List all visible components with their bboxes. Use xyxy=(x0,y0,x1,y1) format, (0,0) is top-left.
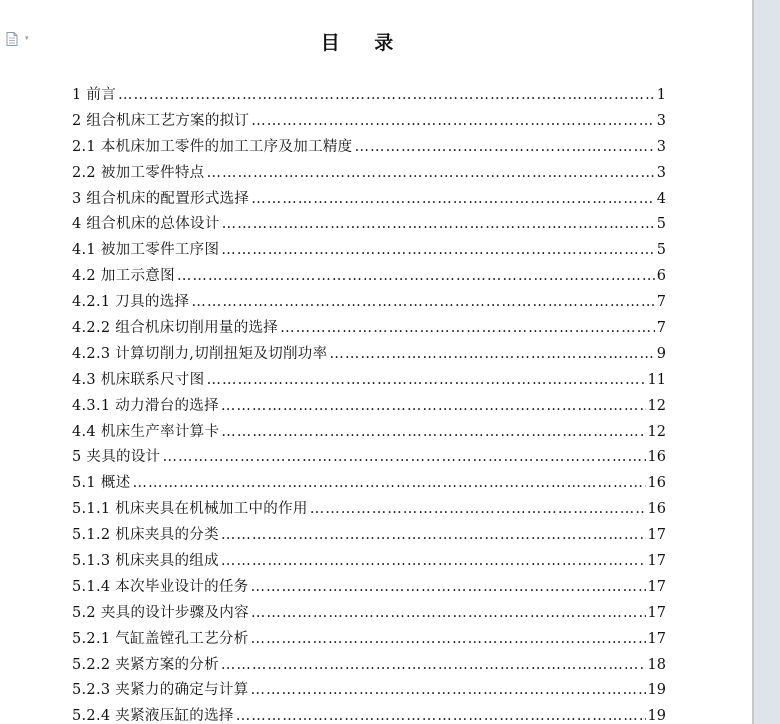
toc-entry-label: 5.1.3 机床夹具的组成 xyxy=(72,553,219,570)
toc-entry-page-number: 19 xyxy=(647,708,666,724)
toc-entry-page-number: 12 xyxy=(647,423,666,440)
toc-entry[interactable] xyxy=(72,109,666,135)
toc-entry-label: 5 夹具的设计 xyxy=(72,449,161,466)
toc-entry-page-number: 5 xyxy=(656,216,666,233)
toc-entry[interactable] xyxy=(72,83,666,109)
toc-dot-leader xyxy=(251,631,646,647)
toc-entry-label: 1 前言 xyxy=(72,87,117,103)
toc-entry[interactable] xyxy=(72,445,666,471)
toc-entry[interactable] xyxy=(72,212,666,238)
toc-entry[interactable] xyxy=(72,394,666,420)
toc-entry[interactable] xyxy=(72,653,666,679)
toc-entry[interactable] xyxy=(72,601,666,627)
toc-entry-label: 5.1.2 机床夹具的分类 xyxy=(72,527,219,544)
toc-dot-leader xyxy=(206,165,654,181)
toc-list xyxy=(72,83,666,724)
toc-entry-page-number: 9 xyxy=(656,345,666,362)
toc-dot-leader xyxy=(280,320,655,336)
toc-entry-label: 3 组合机床的配置形式选择 xyxy=(72,190,250,207)
toc-dot-leader xyxy=(221,398,646,414)
toc-dot-leader xyxy=(191,294,654,310)
toc-entry-label: 4.2.3 计算切削力,切削扭矩及切削功率 xyxy=(72,345,328,362)
toc-entry-page-number: 18 xyxy=(647,656,666,673)
toc-entry-page-number: 16 xyxy=(647,475,666,492)
toc-entry[interactable] xyxy=(72,471,666,497)
toc-dot-leader xyxy=(162,449,645,465)
toc-entry-page-number: 3 xyxy=(656,138,666,155)
toc-entry-page-number: 1 xyxy=(656,87,666,103)
toc-entry[interactable] xyxy=(72,342,666,368)
toc-entry-label: 4.1 被加工零件工序图 xyxy=(72,242,220,259)
toc-entry[interactable] xyxy=(72,678,666,704)
toc-dot-leader xyxy=(221,657,646,673)
toc-entry-label: 4.2.2 组合机床切削用量的选择 xyxy=(72,320,279,337)
toc-entry-label: 4 组合机床的总体设计 xyxy=(72,216,220,233)
chevron-down-icon[interactable]: ▾ xyxy=(25,34,29,42)
toc-entry[interactable] xyxy=(72,290,666,316)
toc-entry-page-number: 7 xyxy=(656,320,666,337)
toc-entry-label: 4.2.1 刀具的选择 xyxy=(72,294,190,311)
toc-entry-label: 5.2.3 夹紧力的确定与计算 xyxy=(72,682,249,699)
toc-dot-leader xyxy=(251,191,655,207)
toc-entry-page-number: 12 xyxy=(647,397,666,414)
toc-entry[interactable] xyxy=(72,420,666,446)
toc-entry-page-number: 17 xyxy=(647,527,666,544)
toc-entry-label: 5.1 概述 xyxy=(72,475,131,492)
toc-entry-label: 5.2.1 气缸盖镗孔工艺分析 xyxy=(72,630,249,647)
toc-dot-leader xyxy=(118,87,655,103)
toc-entry[interactable] xyxy=(72,316,666,342)
toc-dot-leader xyxy=(221,242,654,258)
toc-entry-page-number: 17 xyxy=(647,578,666,595)
toc-entry[interactable] xyxy=(72,627,666,653)
toc-entry-page-number: 17 xyxy=(647,553,666,570)
toc-dot-leader xyxy=(222,216,655,232)
toc-dot-leader xyxy=(132,475,645,491)
toc-entry[interactable] xyxy=(72,161,666,187)
toc-entry[interactable] xyxy=(72,264,666,290)
toc-entry-label: 2.2 被加工零件特点 xyxy=(72,164,205,181)
toc-entry-page-number: 17 xyxy=(647,630,666,647)
window-gutter xyxy=(754,0,780,724)
toc-entry[interactable] xyxy=(72,575,666,601)
toc-entry-page-number: 6 xyxy=(656,268,666,285)
toc-entry-label: 4.3 机床联系尺寸图 xyxy=(72,371,205,388)
toc-dot-leader xyxy=(251,113,655,129)
toc-entry[interactable] xyxy=(72,187,666,213)
toc-entry[interactable] xyxy=(72,368,666,394)
toc-dot-leader xyxy=(310,501,646,517)
toc-entry[interactable] xyxy=(72,523,666,549)
toc-entry-page-number: 3 xyxy=(656,112,666,129)
toc-entry[interactable] xyxy=(72,497,666,523)
toc-dot-leader xyxy=(251,579,646,595)
toc-entry-page-number: 16 xyxy=(647,449,666,466)
toc-entry-page-number: 11 xyxy=(647,371,666,388)
toc-dot-leader xyxy=(251,605,646,621)
toc-dot-leader xyxy=(251,682,646,698)
toc-dot-leader xyxy=(221,424,645,440)
toc-entry[interactable] xyxy=(72,135,666,161)
toc-entry-label: 5.2.2 夹紧方案的分析 xyxy=(72,656,219,673)
toc-entry-label: 5.2 夹具的设计步骤及内容 xyxy=(72,604,249,621)
toc-entry-page-number: 19 xyxy=(647,682,666,699)
toc-entry-label: 4.3.1 动力滑台的选择 xyxy=(72,397,219,414)
toc-entry-label: 5.1.4 本次毕业设计的任务 xyxy=(72,578,249,595)
toc-entry[interactable] xyxy=(72,549,666,575)
toc-dot-leader xyxy=(177,268,655,284)
toc-dot-leader xyxy=(354,139,654,155)
toc-dot-leader xyxy=(206,372,645,388)
toc-dot-leader xyxy=(221,527,646,543)
toc-entry[interactable] xyxy=(72,704,666,724)
toc-entry-label: 5.1.1 机床夹具在机械加工中的作用 xyxy=(72,501,308,518)
toc-entry-label: 5.2.4 夹紧液压缸的选择 xyxy=(72,708,234,724)
toc-entry-page-number: 16 xyxy=(647,501,666,518)
toc-dot-leader xyxy=(221,553,646,569)
toc-entry-label: 2 组合机床工艺方案的拟订 xyxy=(72,112,250,129)
toc-dot-leader xyxy=(236,708,646,724)
toc-entry-page-number: 4 xyxy=(656,190,666,207)
toc-entry-page-number: 5 xyxy=(656,242,666,259)
toc-entry-page-number: 7 xyxy=(656,294,666,311)
toc-title: 目 录 xyxy=(320,32,408,54)
toc-entry-label: 4.4 机床生产率计算卡 xyxy=(72,423,220,440)
toc-dot-leader xyxy=(329,346,654,362)
toc-entry[interactable] xyxy=(72,238,666,264)
toc-entry-label: 2.1 本机床加工零件的加工工序及加工精度 xyxy=(72,138,353,155)
toc-entry-page-number: 17 xyxy=(647,604,666,621)
toc-entry-page-number: 3 xyxy=(656,164,666,181)
toc-entry-label: 4.2 加工示意图 xyxy=(72,268,175,285)
